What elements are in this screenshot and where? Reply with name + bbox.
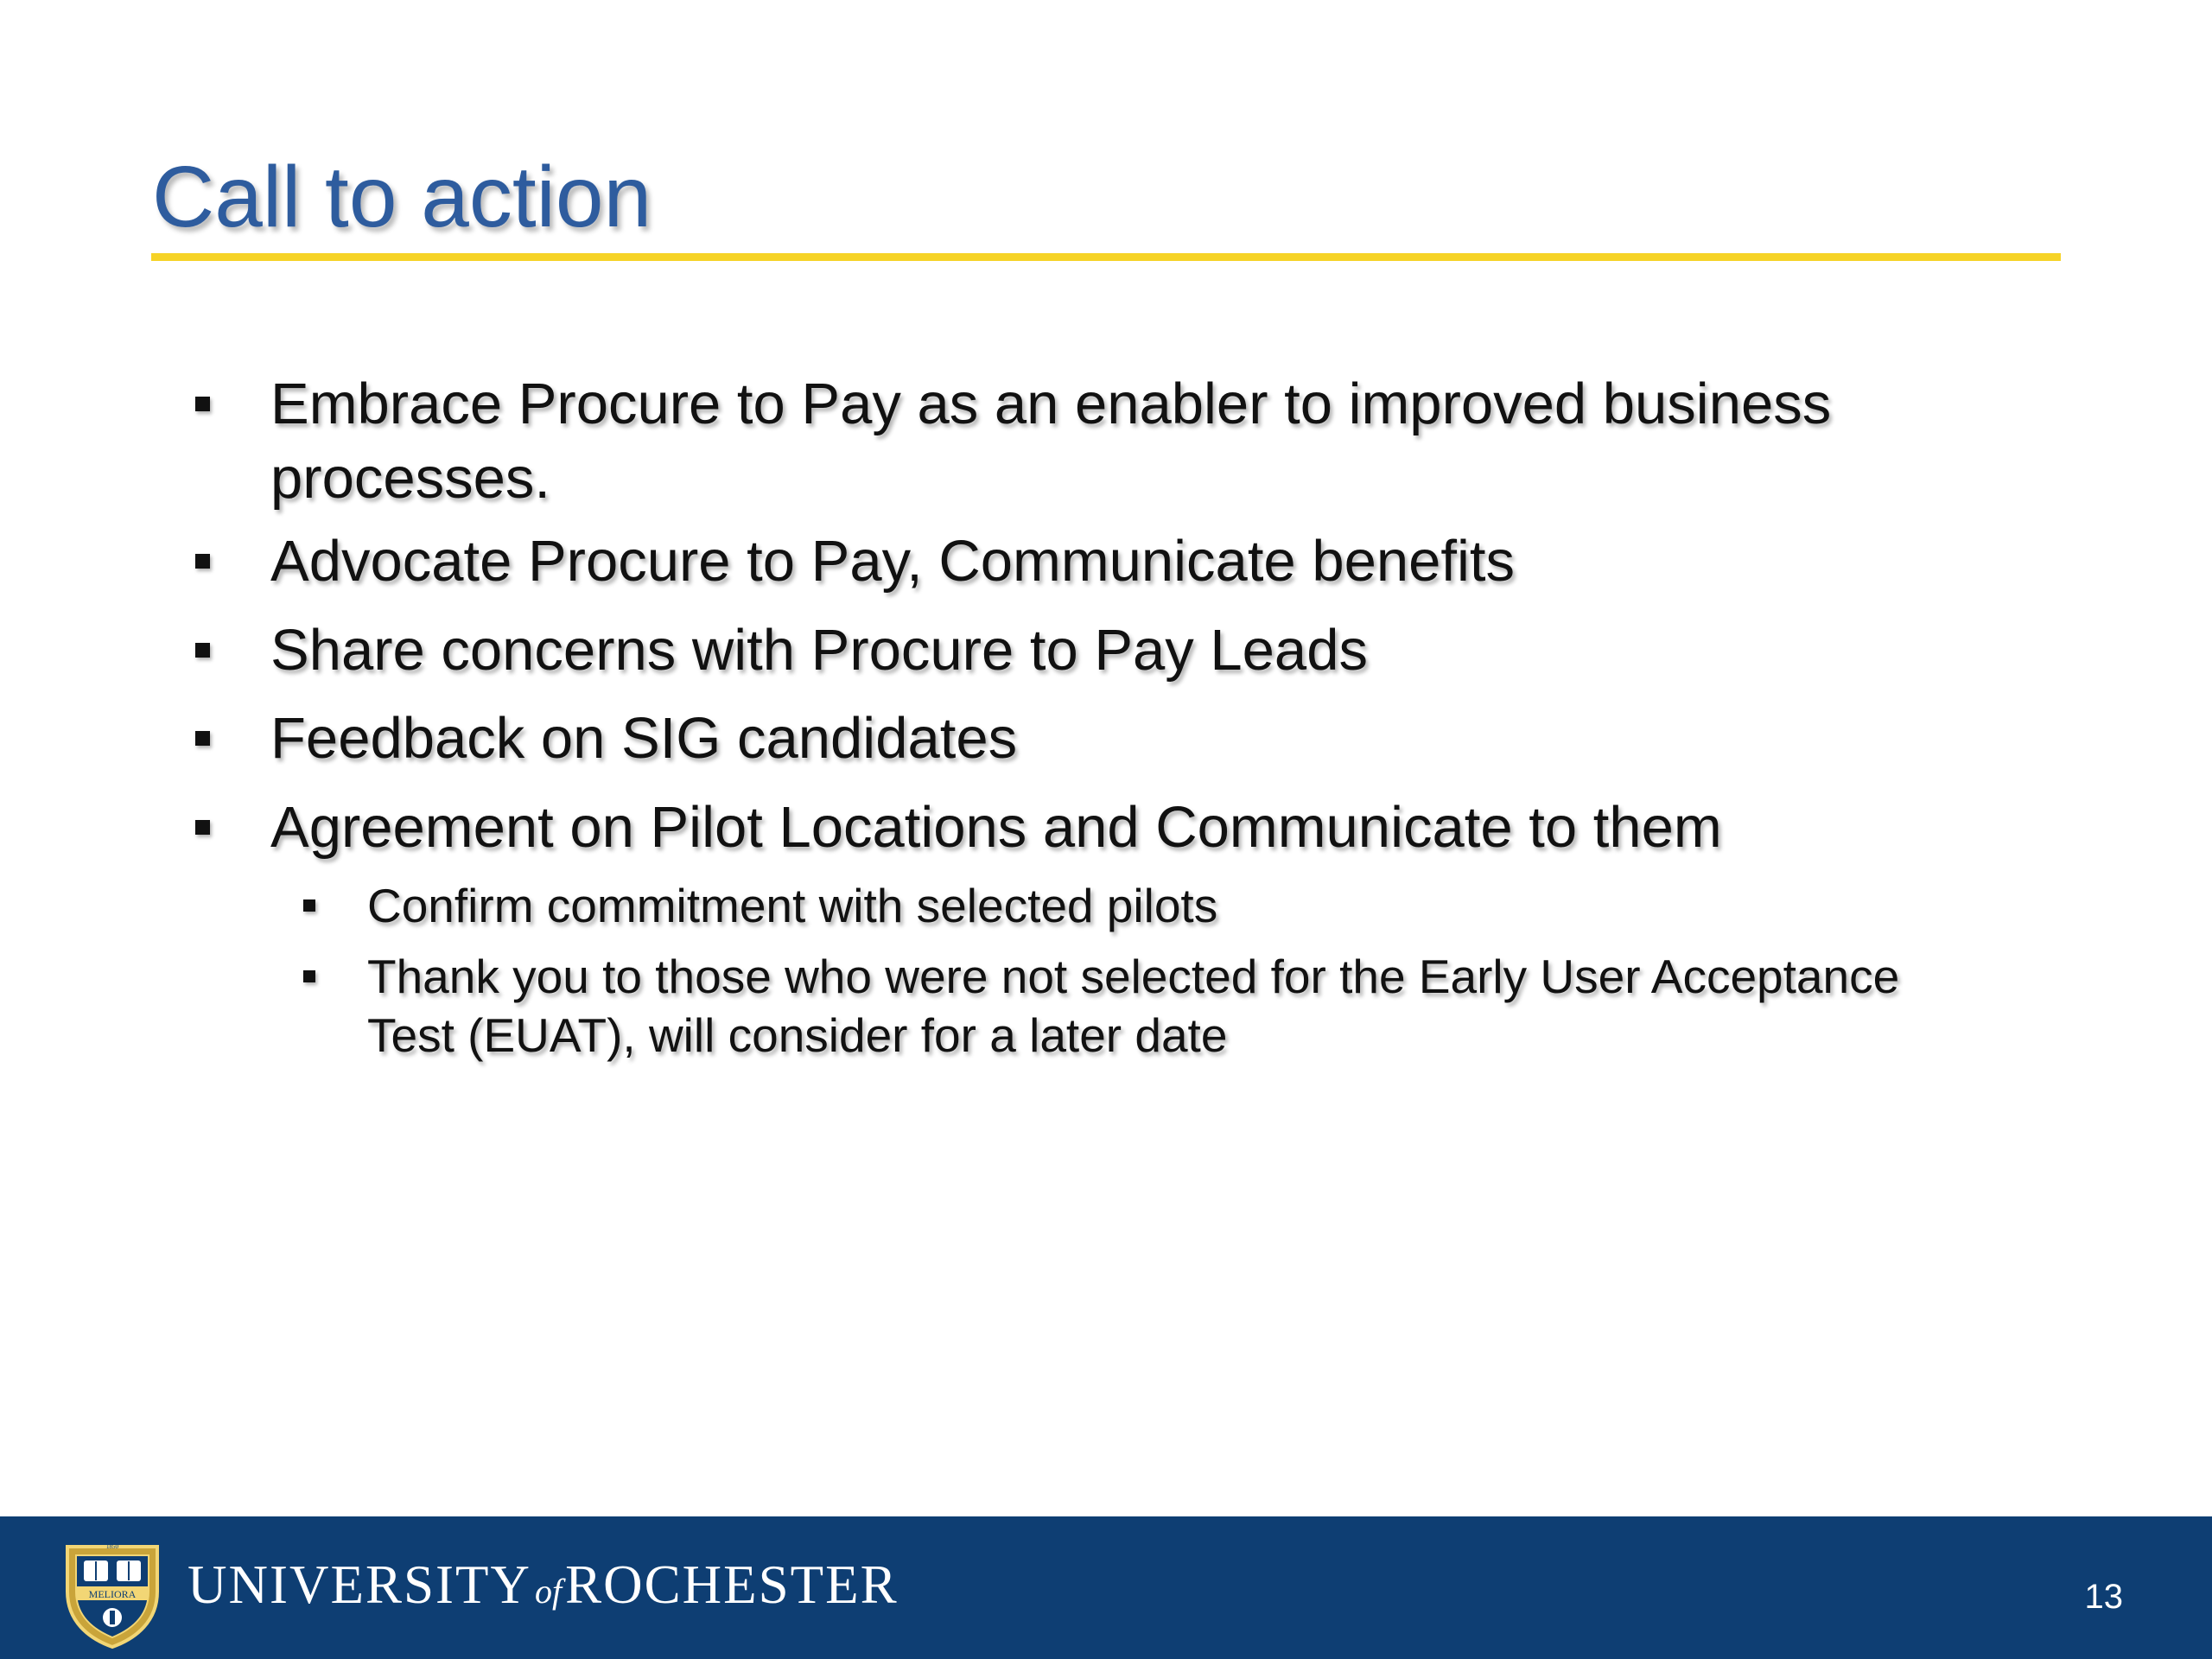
bullet-item bbox=[270, 367, 1999, 516]
sub-bullet-square-icon bbox=[303, 970, 315, 982]
bullet-text: Share concerns with Procure to Pay Leads bbox=[270, 618, 1368, 683]
sub-bullet-item bbox=[367, 947, 2009, 1065]
bullet-item bbox=[270, 791, 1999, 865]
sub-bullet-text: Thank you to those who were not selected for the Early User Acceptance bbox=[367, 950, 1900, 1003]
svg-text:1850: 1850 bbox=[106, 1543, 118, 1550]
svg-text:MELIORA: MELIORA bbox=[88, 1588, 137, 1600]
bullet-square-icon bbox=[195, 643, 210, 658]
bullet-item bbox=[270, 524, 1999, 599]
bullet-square-icon bbox=[195, 820, 210, 835]
sub-bullet-text-continued: Test (EUAT), will consider for a later date bbox=[367, 1008, 1228, 1062]
sub-bullet-square-icon bbox=[303, 899, 315, 912]
footer-bar bbox=[0, 1516, 2212, 1659]
bullet-square-icon bbox=[195, 397, 210, 411]
page-number: 13 bbox=[2084, 1578, 2123, 1616]
university-seal-icon bbox=[60, 1538, 164, 1650]
title-underline bbox=[151, 253, 2061, 261]
bullet-text: Embrace Procure to Pay as an enabler to improved business bbox=[270, 372, 1832, 436]
university-wordmark: UNIVERSITY ofROCHESTER bbox=[188, 1554, 899, 1615]
bullet-text: Advocate Procure to Pay, Communicate benefits bbox=[270, 529, 1515, 594]
sub-bullet-item bbox=[367, 876, 2009, 935]
bullet-text: Agreement on Pilot Locations and Communicate to them bbox=[270, 795, 1722, 860]
bullet-text-continued: processes. bbox=[270, 446, 550, 511]
bullet-item bbox=[270, 613, 1999, 688]
bullet-square-icon bbox=[195, 731, 210, 746]
bullet-item bbox=[270, 702, 1999, 776]
bullet-text: Feedback on SIG candidates bbox=[270, 706, 1018, 771]
bullet-square-icon bbox=[195, 554, 210, 569]
sub-bullet-text: Confirm commitment with selected pilots bbox=[367, 879, 1218, 932]
slide-title: Call to action bbox=[152, 149, 652, 245]
